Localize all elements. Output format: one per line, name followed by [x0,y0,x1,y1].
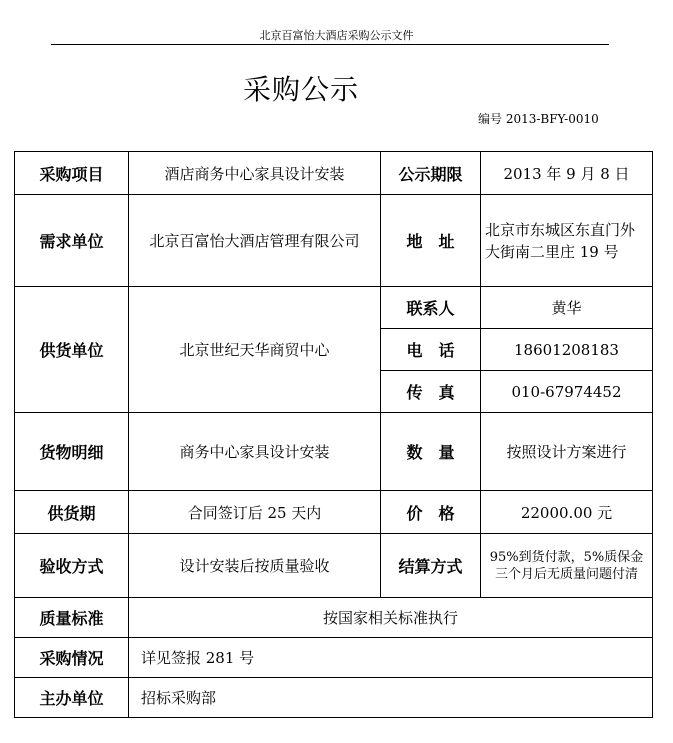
fax-value: 010-67974452 [481,371,653,413]
quality-value: 按国家相关标准执行 [129,598,653,638]
settlement-label: 结算方式 [381,534,481,598]
price-label: 价 格 [381,491,481,534]
purchase-item-value: 酒店商务中心家具设计安装 [129,152,381,195]
address-value: 北京市东城区东直门外大街南二里庄 19 号 [481,195,653,287]
table-row [15,598,653,638]
procurement-value: 详见签报 281 号 [129,638,653,678]
notice-date-value: 2013 年 9 月 8 日 [481,152,653,195]
goods-label: 货物明细 [15,413,129,491]
delivery-value: 合同签订后 25 天内 [129,491,381,534]
document-number: 编号 2013-BFY-0010 [478,112,599,126]
goods-value: 商务中心家具设计安装 [129,413,381,491]
organizer-label: 主办单位 [15,678,129,718]
requester-label: 需求单位 [15,195,129,287]
contact-value: 黄华 [481,287,653,329]
table-row [15,152,653,195]
quantity-value: 按照设计方案进行 [481,413,653,491]
purchase-item-label: 采购项目 [15,152,129,195]
table-row [15,534,653,598]
requester-value: 北京百富怡大酒店管理有限公司 [129,195,381,287]
supplier-label: 供货单位 [15,287,129,413]
quality-label: 质量标准 [15,598,129,638]
phone-value: 18601208183 [481,329,653,371]
price-value: 22000.00 元 [481,491,653,534]
acceptance-value: 设计安装后按质量验收 [129,534,381,598]
quantity-label: 数 量 [381,413,481,491]
table-row [15,413,653,491]
address-label: 地 址 [381,195,481,287]
procurement-label: 采购情况 [15,638,129,678]
header-rule [51,44,609,45]
table-row [15,195,653,287]
contact-label: 联系人 [381,287,481,329]
notice-date-label: 公示期限 [381,152,481,195]
procurement-table [14,151,653,718]
document-header: 北京百富怡大酒店采购公示文件 [259,29,414,42]
table-row [15,678,653,718]
table-row [15,287,653,329]
table-row [15,491,653,534]
fax-label: 传 真 [381,371,481,413]
phone-label: 电 话 [381,329,481,371]
table-row [15,638,653,678]
organizer-value: 招标采购部 [129,678,653,718]
supplier-value: 北京世纪天华商贸中心 [129,287,381,413]
acceptance-label: 验收方式 [15,534,129,598]
settlement-value: 95%到货付款，5%质保金三个月后无质量问题付清 [481,534,653,598]
document-title: 采购公示 [242,73,359,106]
delivery-label: 供货期 [15,491,129,534]
